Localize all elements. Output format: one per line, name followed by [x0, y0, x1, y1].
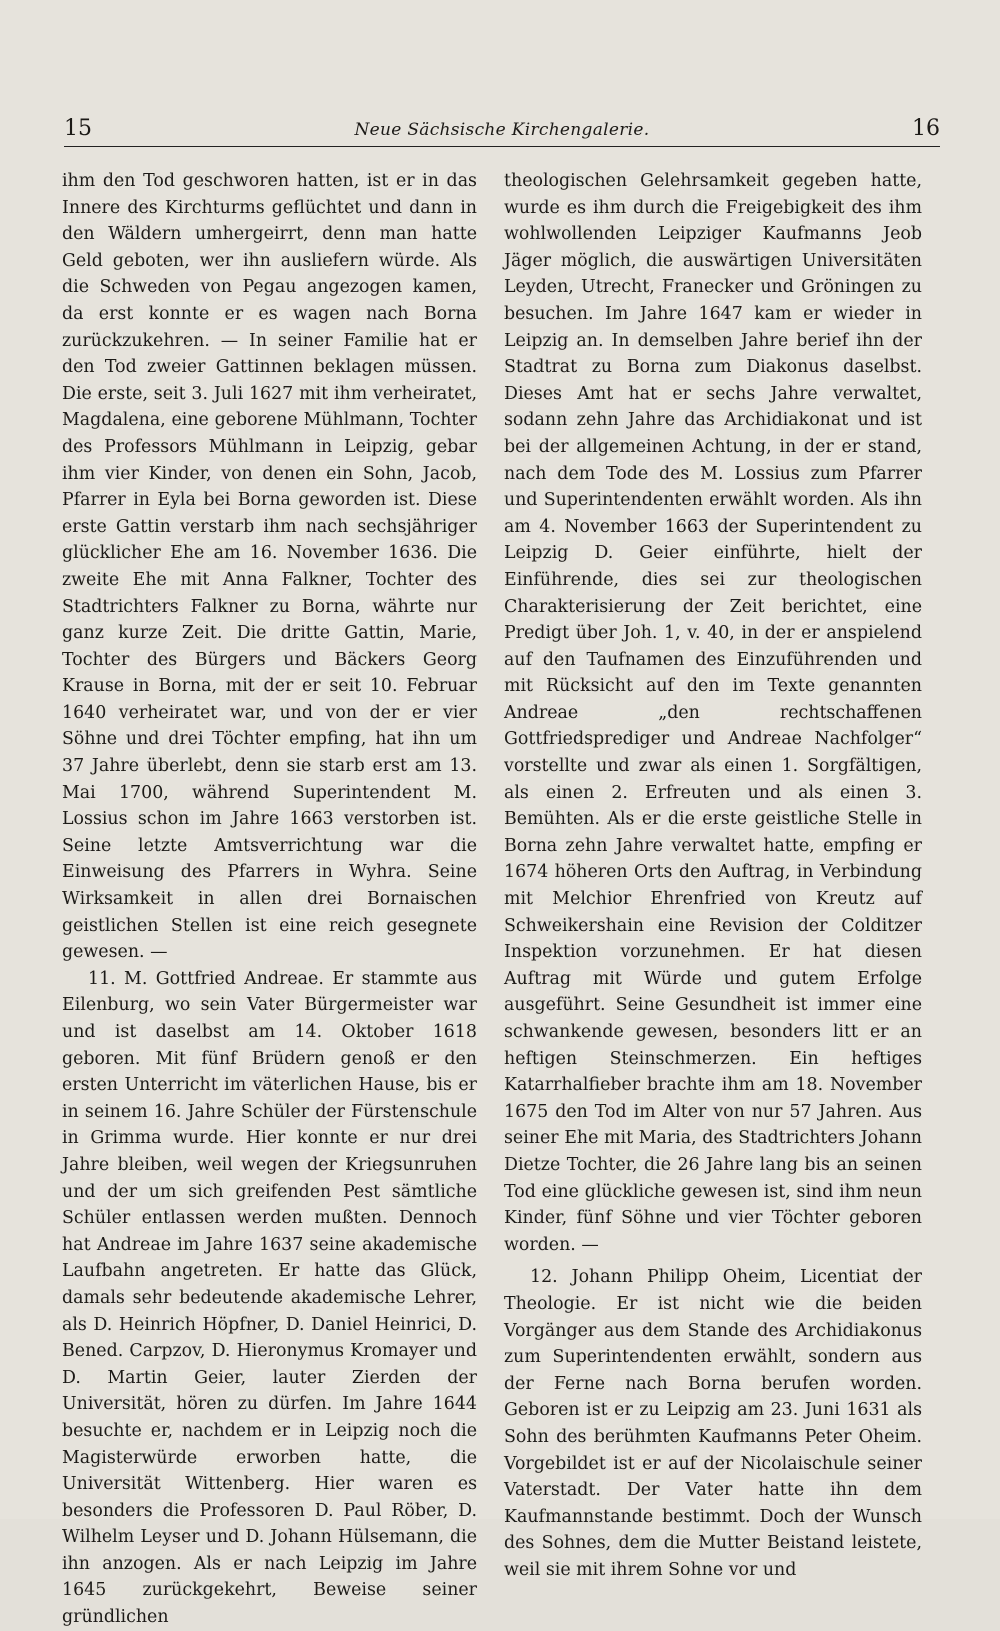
paragraph-andreae-continued: theologischen Gelehrsamkeit gegeben hatte, wurde es ihm durch die Freigebigkeit des ihm wohlwollenden Leipziger Kaufmanns Jeob Jäger möglich, die auswärtigen Universitäten Leyden, Utrecht, Franecker und Gröningen zu besuchen. Im Jahre 1647 kam er wieder in Leipzig an. In demselben Jahre berief ihn der Stadtrat zu Borna zum Diakonus daselbst. Dieses Amt hat er sechs Jahre verwaltet, sodann zehn Jahre das Archidiakonat und ist bei der allgemeinen Achtung, in der er stand, nach dem Tode des M. Lossius zum Pfarrer und Superintendenten erwählt worden. Als ihn am 4. November 1663 der Superintendent zu Leipzig D. Geier einführte, hielt der Einführende, dies sei zur theologischen Charakterisierung der Zeit berichtet, eine Predigt über Joh. 1, v. 40, in der er anspielend auf den Taufnamen des Einzuführenden und mit Rücksicht auf den im Texte genannten Andreae „den rechtschaffenen Gottfriedsprediger und Andreae Nachfolger“ vorstellte und zwar als einen 1. Sorgfältigen, als einen 2. Erfreuten und als einen 3. Bemühten. Als er die erste geistliche Stelle in Borna zehn Jahre verwaltet hatte, empfing er 1674 höheren Orts den Auftrag, in Verbindung mit Melchior Ehrenfried von Kreutz auf Schweikershain eine Revision der Colditzer Inspektion vorzunehmen. Er hat diesen Auftrag mit Würde und gutem Erfolge ausgeführt. Seine Gesundheit ist immer eine schwankende gewesen, besonders litt er an heftigen Steinschmerzen. Ein heftiges Katarrhalfieber brachte ihm am 18. November 1675 den Tod im Alter von nur 57 Jahren. Aus seiner Ehe mit Maria, des Stadtrichters Johann Dietze Tochter, die 26 Jahre lang bis an seinen Tod eine glückliche gewesen ist, sind ihm neun Kinder, fünf Söhne und vier Töchter geboren worden. — — [504, 171, 922, 1255]
page-number-right: 16 — [912, 116, 940, 141]
right-column — [504, 168, 922, 1583]
paragraph-oheim: 12. Johann Philipp Oheim, Licentiat der Theologie. Er ist nicht wie die beiden Vorgänger aus dem Stande des Archidiakonus zum Superintendenten erwählt, sondern aus der Ferne nach Borna berufen worden. Geboren ist er zu Leipzig am 23. Juni 1631 als Sohn des berühmten Kaufmanns Peter Oheim. Vorgebildet ist er auf der Nicolaischule seiner Vaterstadt. Der Vater hatte ihn dem Kaufmannstande bestimmt. Doch der Wunsch des Sohnes, dem die Mutter Beistand leistete, weil sie mit ihrem Sohne vor und — [504, 1267, 922, 1580]
running-title: Neue Sächsische Kirchengalerie. — [354, 120, 650, 140]
paragraph-andreae: 11. M. Gottfried Andreae. Er stammte aus Eilenburg, wo sein Vater Bürgermeister war und ist daselbst am 14. Oktober 1618 geboren. Mit fünf Brüdern genoß er den ersten Unterricht im väterlichen Hause, bis er in seinem 16. Jahre Schüler der Fürstenschule in Grimma wurde. Hier konnte er nur drei Jahre bleiben, weil wegen der Kriegsunruhen und der um sich greifenden Pest sämtliche Schüler entlassen werden mußten. Dennoch hat Andreae im Jahre 1637 seine akademische Laufbahn angetreten. Er hatte das Glück, damals sehr bedeutende akademische Lehrer, als D. Heinrich Höpfner, D. Daniel Heinrici, D. Bened. Carpzov, D. Hieronymus Kromayer und D. Martin Geier, lauter Zierden der Universität, hören zu dürfen. Im Jahre 1644 besuchte er, nachdem er in Leipzig noch die Magisterwürde erworben hatte, die Universität Wittenberg. Hier waren es besonders die Professoren D. Paul Röber, D. Wilhelm Leyser und D. Johann Hülsemann, die ihn anzogen. Als er nach Leipzig im Jahre 1645 zurückgekehrt, Beweise seiner gründlichen — [62, 968, 477, 1628]
paragraph-lossius-continued: ihm den Tod geschworen hatten, ist er in das Innere des Kirchturms geflüchtet und dann in den Wäldern umhergeirrt, denn man hatte Geld geboten, wer ihn ausliefern würde. Als die Schweden von Pegau angezogen kamen, da erst konnte er es wagen nach Borna zurückzukehren. — In seiner Familie hat er den Tod zweier Gattinnen beklagen müssen. Die erste, seit 3. Juli 1627 mit ihm verheiratet, Magdalena, eine geborene Mühlmann, Tochter des Professors Mühlmann in Leipzig, gebar ihm vier Kinder, von denen ein Sohn, Jacob, Pfarrer in Eyla bei Borna geworden ist. Diese erste Gattin verstarb ihm nach sechsjähriger glücklicher Ehe am 16. November 1636. Die zweite Ehe mit Anna Falkner, Tochter des Stadtrichters Falkner zu Borna, währte nur ganz kurze Zeit. Die dritte Gattin, Marie, Tochter des Bürgers und Bäckers Georg Krause in Borna, mit der er seit 10. Februar 1640 verheiratet war, und von der er vier Söhne und drei Töchter empfing, hat ihn um 37 Jahre überlebt, denn sie starb erst am 13. Mai 1700, während Superintendent M. Lossius schon im Jahre 1663 verstorben ist. Seine letzte Amtsverrichtung war die Einweisung des Pfarrers in Wyhra. Seine Wirksamkeit in allen drei Bornaischen geistlichen Stellen ist eine reich gesegnete gewesen. — — [62, 171, 477, 963]
left-column — [62, 168, 477, 1631]
page-number-left: 15 — [64, 116, 92, 141]
page-header — [64, 112, 940, 147]
